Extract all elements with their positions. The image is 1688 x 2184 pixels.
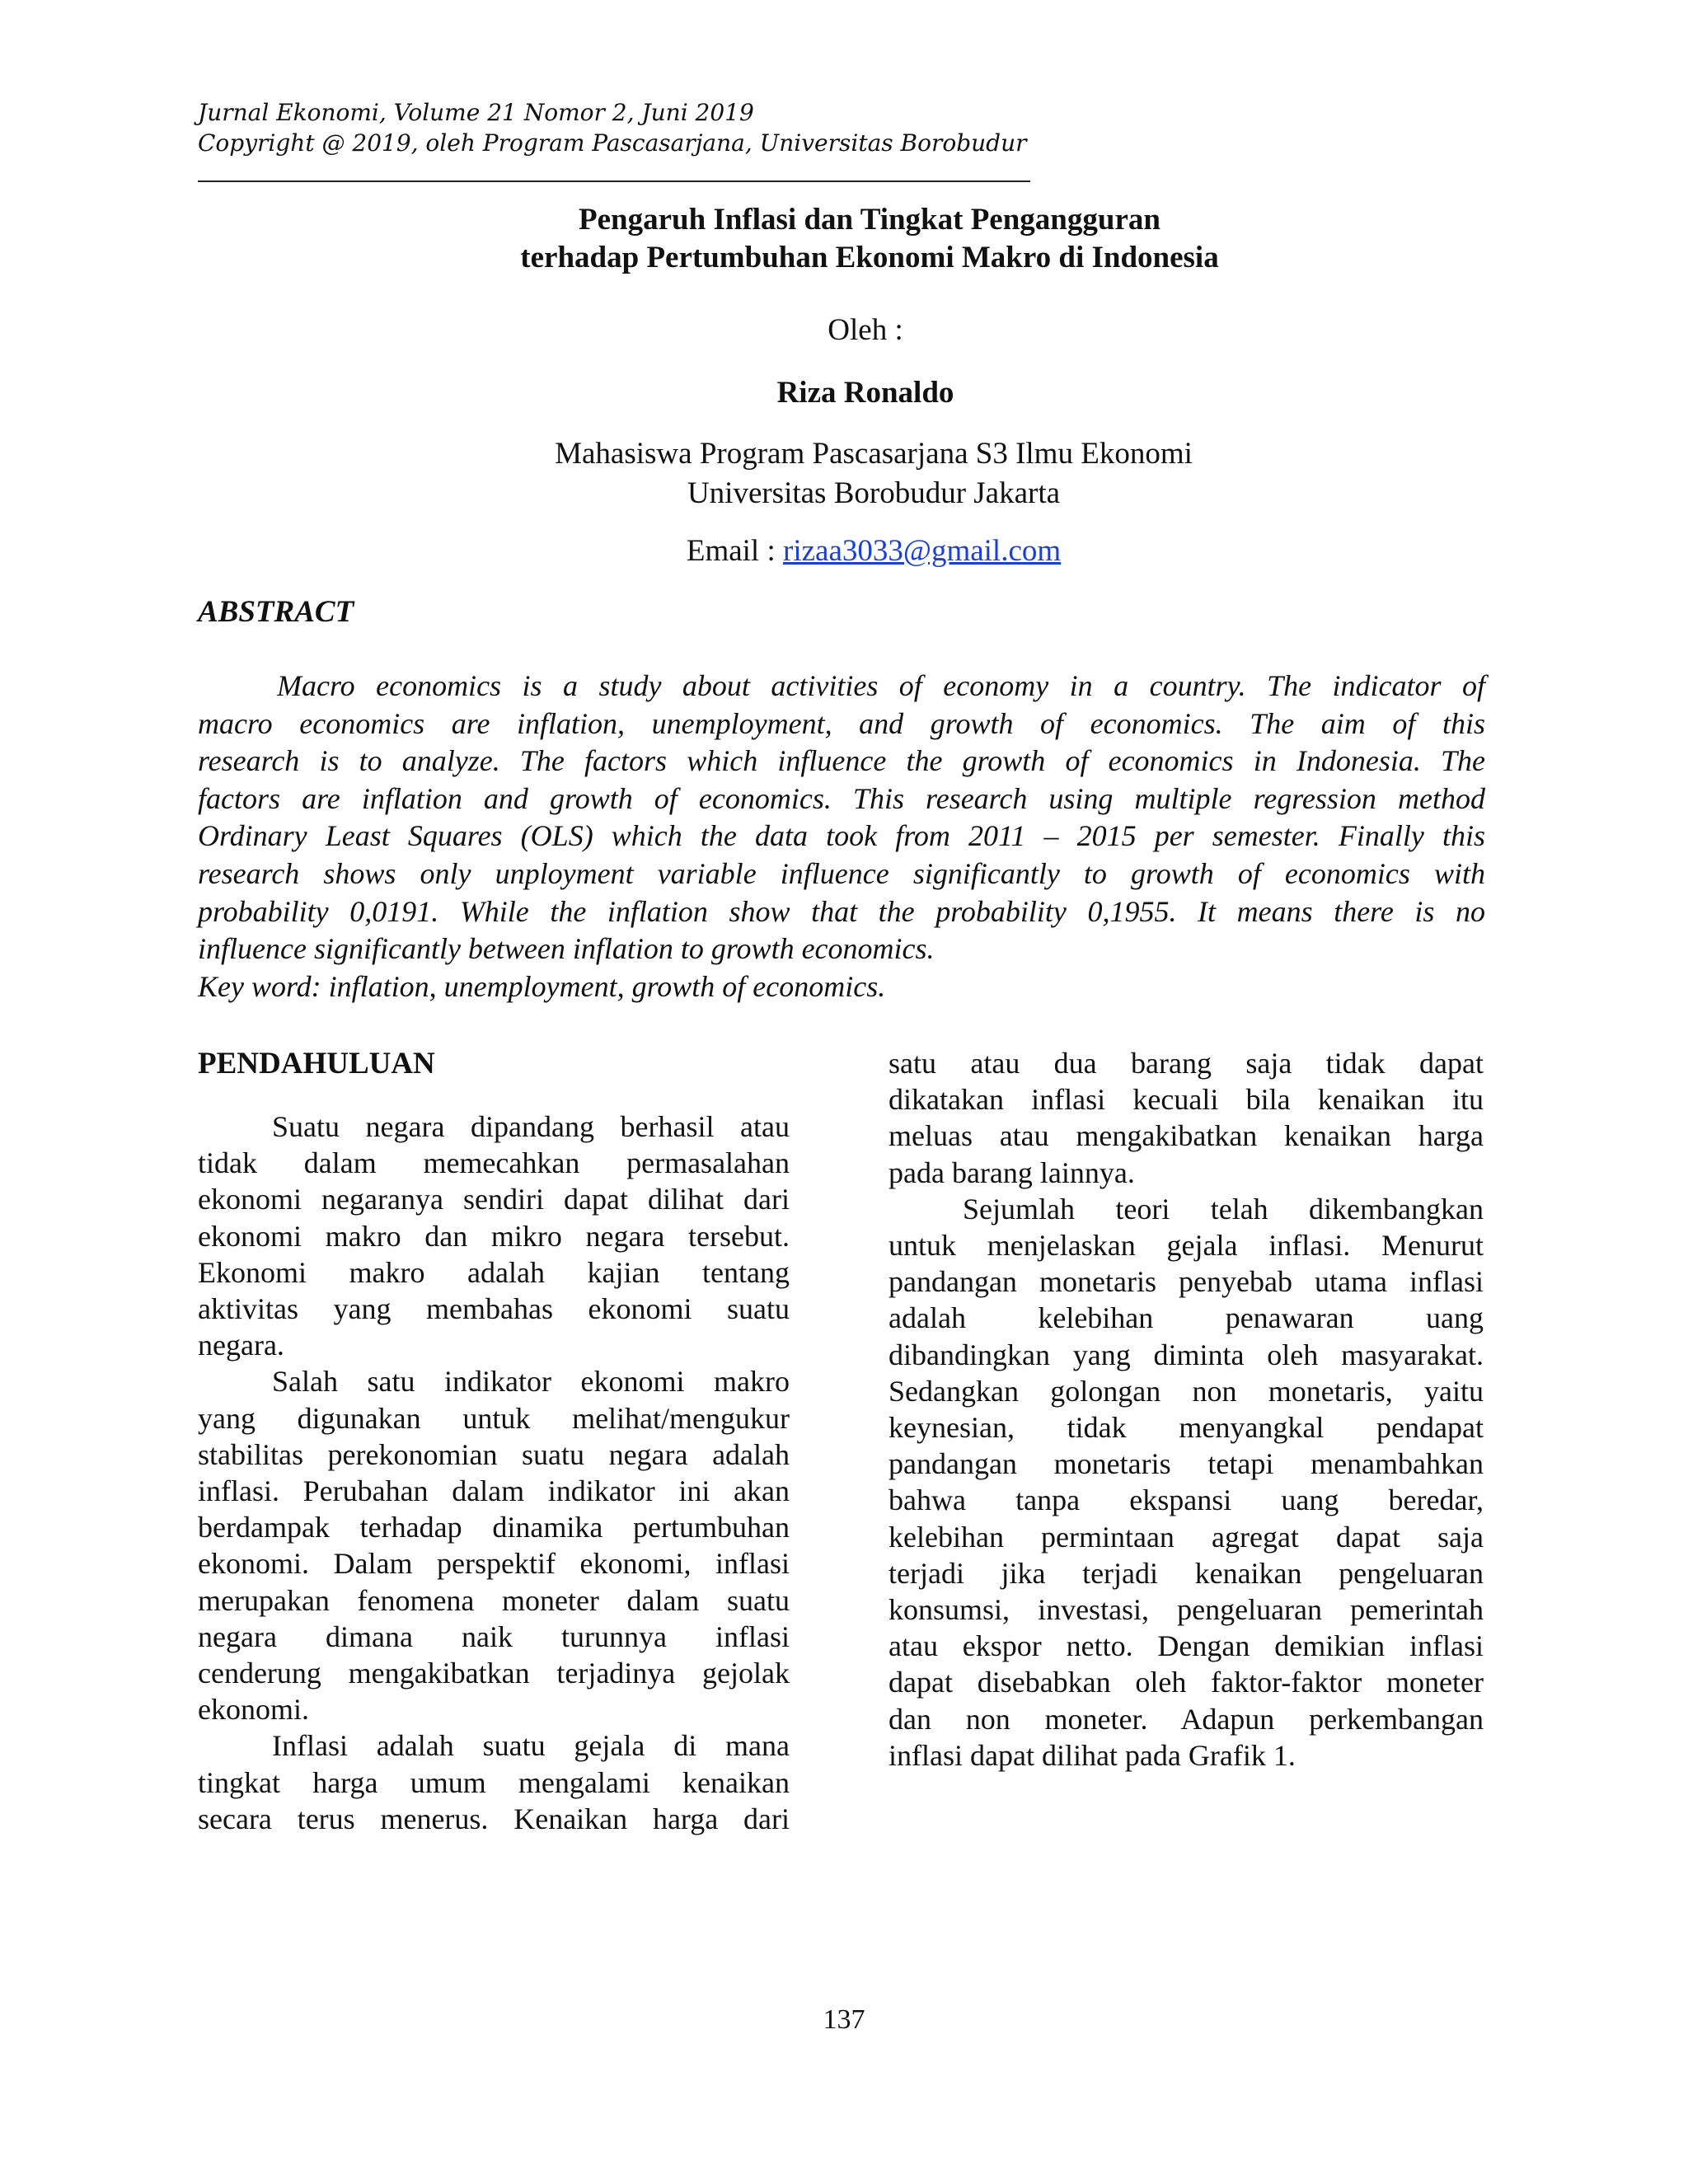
abstract-line: probability 0,0191. While the inflation show that the probability 0,1955. It means there is no xyxy=(198,894,1485,928)
body-line: Ekonomi makro adalah kajian tentang xyxy=(198,1255,790,1289)
body-line: bahwa tanpa ekspansi uang beredar, xyxy=(889,1483,1484,1517)
body-line: untuk menjelaskan gejala inflasi. Menurut xyxy=(889,1229,1484,1263)
body-line: tingkat harga umum mengalami kenaikan xyxy=(198,1765,790,1799)
body-line: konsumsi, investasi, pengeluaran pemerintah xyxy=(889,1593,1484,1627)
body-line: kelebihan permintaan agregat dapat saja xyxy=(889,1520,1484,1554)
section-heading: PENDAHULUAN xyxy=(198,1047,435,1080)
abstract-line: influence significantly between inflation to growth economics. xyxy=(198,932,935,966)
abstract-line: Ordinary Least Squares (OLS) which the data took from 2011 – 2015 per semester. Finally this xyxy=(198,819,1485,853)
body-line: dapat disebabkan oleh faktor-faktor moneter xyxy=(889,1666,1484,1699)
body-line: ekonomi. Dalam perspektif ekonomi, inflasi xyxy=(198,1547,790,1581)
body-line: yang digunakan untuk melihat/mengukur xyxy=(198,1401,790,1435)
affiliation-line-1: Mahasiswa Program Pascasarjana S3 Ilmu Ekonomi xyxy=(555,437,1193,471)
body-line: pada barang lainnya. xyxy=(889,1155,1135,1189)
title-line-2: terhadap Pertumbuhan Ekonomi Makro di Indonesia xyxy=(520,241,1219,274)
body-line: pandangan monetaris tetapi menambahkan xyxy=(889,1447,1484,1481)
body-line: negara dimana naik turunnya inflasi xyxy=(198,1619,790,1653)
body-line: Sejumlah teori telah dikembangkan xyxy=(963,1192,1484,1226)
journal-info: Jurnal Ekonomi, Volume 21 Nomor 2, Juni 2019 xyxy=(198,99,754,126)
body-line: cenderung mengakibatkan terjadinya gejolak xyxy=(198,1657,790,1690)
abstract-line: Macro economics is a study about activities of economy in a country. The indicator of xyxy=(277,669,1485,702)
header-divider xyxy=(198,180,1030,182)
body-line: terjadi jika terjadi kenaikan pengeluaran xyxy=(889,1556,1484,1590)
body-line: Inflasi adalah suatu gejala di mana xyxy=(272,1729,790,1763)
body-line: inflasi. Perubahan dalam indikator ini akan xyxy=(198,1474,790,1508)
body-line: secara terus menerus. Kenaikan harga dari xyxy=(198,1802,790,1835)
body-line: ekonomi makro dan mikro negara tersebut. xyxy=(198,1219,790,1253)
title-line-1: Pengaruh Inflasi dan Tingkat Pengangguran xyxy=(579,203,1160,237)
abstract-line: research is to analyze. The factors which influence the growth of economics in Indonesia. The xyxy=(198,744,1485,778)
email-link[interactable]: rizaa3033@gmail.com xyxy=(783,534,1062,568)
body-line: meluas atau mengakibatkan kenaikan harga xyxy=(889,1119,1484,1153)
right-column xyxy=(889,1045,1484,1774)
body-line: atau ekspor netto. Dengan demikian inflasi xyxy=(889,1629,1484,1663)
paper-title xyxy=(363,201,1376,277)
body-line: inflasi dapat dilihat pada Grafik 1. xyxy=(889,1738,1296,1772)
body-line: stabilitas perekonomian suatu negara adalah xyxy=(198,1437,790,1471)
body-line: Sedangkan golongan non monetaris, yaitu xyxy=(889,1374,1484,1408)
abstract-heading: ABSTRACT xyxy=(198,595,354,629)
abstract-line: research shows only unployment variable influence significantly to growth of economics with xyxy=(198,856,1485,890)
body-line: dan non moneter. Adapun perkembangan xyxy=(889,1702,1484,1736)
body-line: adalah kelebihan penawaran uang xyxy=(889,1301,1484,1335)
page-number: 137 xyxy=(823,2004,865,2035)
author-name: Riza Ronaldo xyxy=(776,376,954,410)
author-affiliation xyxy=(462,434,1286,513)
body-line: tidak dalam memecahkan permasalahan xyxy=(198,1146,790,1180)
body-line: dibandingkan yang diminta oleh masyarakat. xyxy=(889,1338,1484,1371)
abstract-keywords: Key word: inflation, unemployment, growth of economics. xyxy=(198,969,886,1003)
body-line: aktivitas yang membahas ekonomi suatu xyxy=(198,1292,790,1326)
body-line: dikatakan inflasi kecuali bila kenaikan itu xyxy=(889,1083,1484,1117)
left-column xyxy=(198,1108,790,1837)
body-line: Suatu negara dipandang berhasil atau xyxy=(272,1110,790,1143)
body-line: ekonomi. xyxy=(198,1693,309,1727)
copyright-line: Copyright @ 2019, oleh Program Pascasarjana, Universitas Borobudur xyxy=(198,129,1027,157)
author-email xyxy=(626,532,1121,570)
running-header xyxy=(198,97,1027,158)
by-label: Oleh : xyxy=(828,313,903,347)
body-line: pandangan monetaris penyebab utama inflasi xyxy=(889,1265,1484,1299)
body-line: ekonomi negaranya sendiri dapat dilihat dari xyxy=(198,1183,790,1216)
body-line: Salah satu indikator ekonomi makro xyxy=(272,1365,790,1399)
body-line: berdampak terhadap dinamika pertumbuhan xyxy=(198,1511,790,1544)
abstract-line: macro economics are inflation, unemployment, and growth of economics. The aim of this xyxy=(198,706,1485,740)
body-line: keynesian, tidak menyangkal pendapat xyxy=(889,1411,1484,1445)
abstract-line: factors are inflation and growth of economics. This research using multiple regression method xyxy=(198,781,1485,815)
body-line: satu atau dua barang saja tidak dapat xyxy=(889,1047,1484,1080)
abstract-body xyxy=(198,668,1485,1005)
body-line: merupakan fenomena moneter dalam suatu xyxy=(198,1583,790,1617)
body-line: negara. xyxy=(198,1329,284,1362)
affiliation-line-2: Universitas Borobudur Jakarta xyxy=(687,476,1061,510)
email-label: Email : xyxy=(686,534,783,568)
